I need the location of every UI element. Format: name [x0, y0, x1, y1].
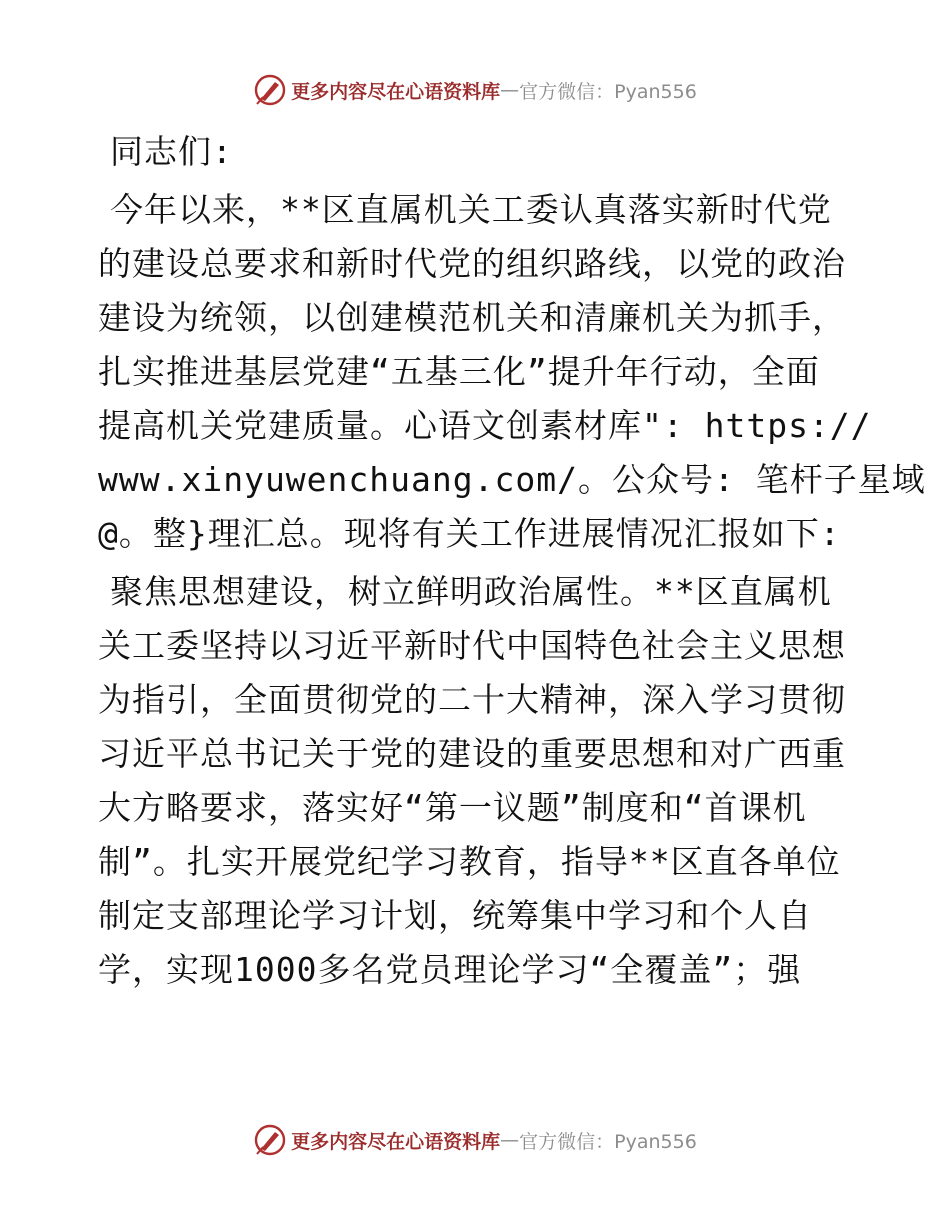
paragraph-line: 扎实推进基层党建“五基三化”提升年行动，全面	[98, 352, 820, 391]
paragraph-2	[98, 565, 850, 997]
paragraph-line: 今年以来，**区直属机关工委认真落实新时代党	[110, 190, 832, 229]
greeting: 同志们:	[110, 132, 233, 171]
footer-watermark-banner	[0, 1120, 950, 1160]
banner-dash: —	[500, 79, 520, 101]
paragraph-1	[98, 183, 926, 561]
banner-dash: —	[500, 1129, 520, 1151]
header-watermark-banner	[0, 70, 950, 110]
contact-text: 官方微信：Pyan556	[519, 1130, 697, 1153]
paragraph-line: 的建设总要求和新时代党的组织路线，以党的政治	[98, 244, 846, 283]
paragraph-line: www.xinyuwenchuang.com/。公众号: 笔杆子星域	[98, 460, 926, 499]
contact-text: 官方微信：Pyan556	[519, 80, 697, 103]
paragraph-line: 大方略要求，落实好“第一议题”制度和“首课机	[98, 788, 807, 827]
paragraph-line: 建设为统领，以创建模范机关和清廉机关为抓手，	[98, 298, 846, 337]
paragraph-line: 关工委坚持以习近平新时代中国特色社会主义思想	[98, 626, 846, 665]
paragraph-line: 制”。扎实开展党纪学习教育，指导**区直各单位	[98, 842, 841, 881]
quill-pen-logo-icon	[253, 73, 287, 107]
brand-text: 更多内容尽在心语资料库	[291, 80, 501, 103]
paragraph-line: 习近平总书记关于党的建设的重要思想和对广西重	[98, 734, 846, 773]
paragraph-line: 为指引，全面贯彻党的二十大精神，深入学习贯彻	[98, 680, 846, 719]
quill-pen-logo-icon	[253, 1123, 287, 1157]
paragraph-line: @。整}理汇总。现将有关工作进展情况汇报如下:	[98, 514, 841, 553]
paragraph-line: 提高机关党建质量。心语文创素材库": https://	[98, 406, 872, 445]
brand-text: 更多内容尽在心语资料库	[291, 1130, 501, 1153]
paragraph-line: 学，实现1000多名党员理论学习“全覆盖”；强	[98, 950, 802, 989]
paragraph-line: 制定支部理论学习计划，统筹集中学习和个人自	[98, 896, 812, 935]
document-body	[98, 125, 926, 997]
paragraph-line: 聚焦思想建设，树立鲜明政治属性。**区直属机	[110, 572, 832, 611]
